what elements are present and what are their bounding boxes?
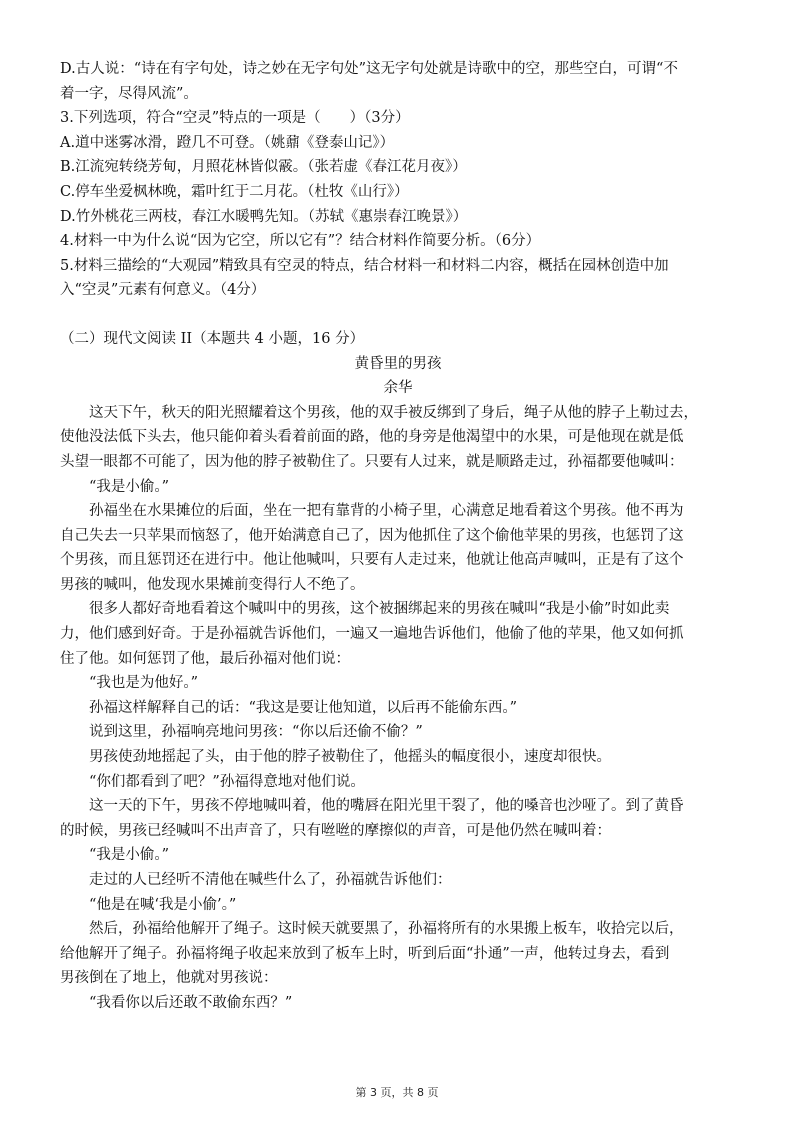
story-line: 然后，孙福给他解开了绳子。这时候天就要黑了，孙福将所有的水果搬上板车，收拾完以后，	[89, 921, 684, 938]
story-body	[60, 401, 736, 1016]
story-line: 给他解开了绳子。孙福将绳子收起来放到了板车上时，听到后面“扑通”一声，他转过身去，看到	[60, 945, 670, 962]
q2-option-d-line2: 着一字，尽得风流”。	[60, 85, 198, 102]
story-line: 孙福坐在水果摊位的后面，坐在一把有靠背的小椅子里，心满意足地看着这个男孩。他不再为	[89, 503, 684, 520]
story-line: 头望一眼都不可能了，因为他的脖子被勒住了。只要有人过来，就是顺路走过，孙福都要他喊叫：	[60, 453, 684, 470]
story-line: 的时候，男孩已经喊叫不出声音了，只有咝咝的摩擦似的声音，可是他仍然在喊叫着：	[60, 822, 611, 839]
story-line: “我是小偷。”	[89, 847, 170, 864]
q2-option-d-line1: D.古人说：“诗在有字句处，诗之妙在无字句处”这无字句处就是诗歌中的空，那些空白，可谓“不	[60, 61, 678, 77]
story-line: 力，他们感到好奇。于是孙福就告诉他们，一遍又一遍地告诉他们，他偷了他的苹果，他又如何抓	[60, 626, 684, 643]
story-author: 余华	[383, 380, 413, 397]
q5-question-line2: 入“空灵”元素有何意义。（4分）	[60, 282, 266, 299]
story-line: 说到这里，孙福响亮地问男孩：“你以后还偷不偷？”	[89, 724, 423, 741]
story-line: 走过的人已经听不清他在喊些什么了，孙福就告诉他们：	[89, 872, 452, 888]
story-line: “我也是为他好。”	[89, 675, 199, 692]
story-title: 黄昏里的男孩	[354, 355, 442, 372]
story-line: 男孩倒在了地上，他就对男孩说：	[60, 970, 278, 987]
q3-option-d: D.竹外桃花三两枝，春江水暖鸭先知。（苏轼《惠崇春江晚景》）	[60, 208, 468, 225]
story-line: 孙福这样解释自己的话：“我这是要让他知道，以后再不能偷东西。”	[89, 699, 518, 716]
story-line: “我看你以后还敢不敢偷东西？”	[89, 994, 293, 1011]
q4-question: 4.材料一中为什么说“因为它空，所以它有”？结合材料作简要分析。（6分）	[60, 233, 541, 250]
section-heading: （二）现代文阅读 II（本题共 4 小题，16 分）	[60, 330, 365, 347]
document-page	[60, 57, 736, 1016]
story-line: “你们都看到了吧？”孙福得意地对他们说。	[89, 773, 365, 790]
q3-option-b: B.江流宛转绕芳甸，月照花林皆似霰。（张若虚《春江花月夜》）	[60, 159, 467, 176]
story-line: “我是小偷。”	[89, 478, 170, 495]
story-line: 住了他。如何惩罚了他，最后孙福对他们说：	[60, 650, 350, 667]
story-line: 这天下午，秋天的阳光照耀着这个男孩，他的双手被反绑到了身后，绳子从他的脖子上勒过去，	[89, 404, 698, 421]
q5-question-line1: 5.材料三描绘的“大观园”精致具有空灵的特点，结合材料一和材料二内容，概括在园林创造中加	[60, 257, 669, 274]
story-line: 自己失去一只苹果而恼怒了，他开始满意自己了，因为他抓住了这个偷他苹果的男孩，也惩罚了这	[60, 527, 684, 544]
story-line: 这一天的下午，男孩不停地喊叫着，他的嘴唇在阳光里干裂了，他的嗓音也沙哑了。到了黄昏	[89, 798, 684, 815]
story-line: “他是在喊‘我是小偷’。”	[89, 896, 237, 913]
story-line: 使他没法低下头去，他只能仰着头看着前面的路，他的身旁是他渴望中的水果，可是他现在就是低	[60, 429, 684, 446]
story-line: 男孩使劲地摇起了头，由于他的脖子被勒住了，他摇头的幅度很小，速度却很快。	[89, 749, 611, 766]
page-number: 第 3 页，共 8 页	[355, 1086, 439, 1099]
story-line: 个男孩，而且惩罚还在进行中。他让他喊叫，只要有人走过来，他就让他高声喊叫，正是有了这个	[60, 552, 684, 569]
story-line: 很多人都好奇地看着这个喊叫中的男孩，这个被捆绑起来的男孩在喊叫“我是小偷”时如此卖	[89, 601, 670, 618]
q3-option-a: A.道中迷雾冰滑，蹬几不可登。（姚鼐《登泰山记》）	[60, 134, 395, 151]
q3-stem: 3.下列选项，符合“空灵”特点的一项是（ ）（3分）	[60, 110, 410, 127]
story-line: 男孩的喊叫，他发现水果摊前变得行人不绝了。	[60, 576, 365, 593]
q3-option-c: C.停车坐爱枫林晚，霜叶红于二月花。（杜牧《山行》）	[60, 183, 409, 200]
